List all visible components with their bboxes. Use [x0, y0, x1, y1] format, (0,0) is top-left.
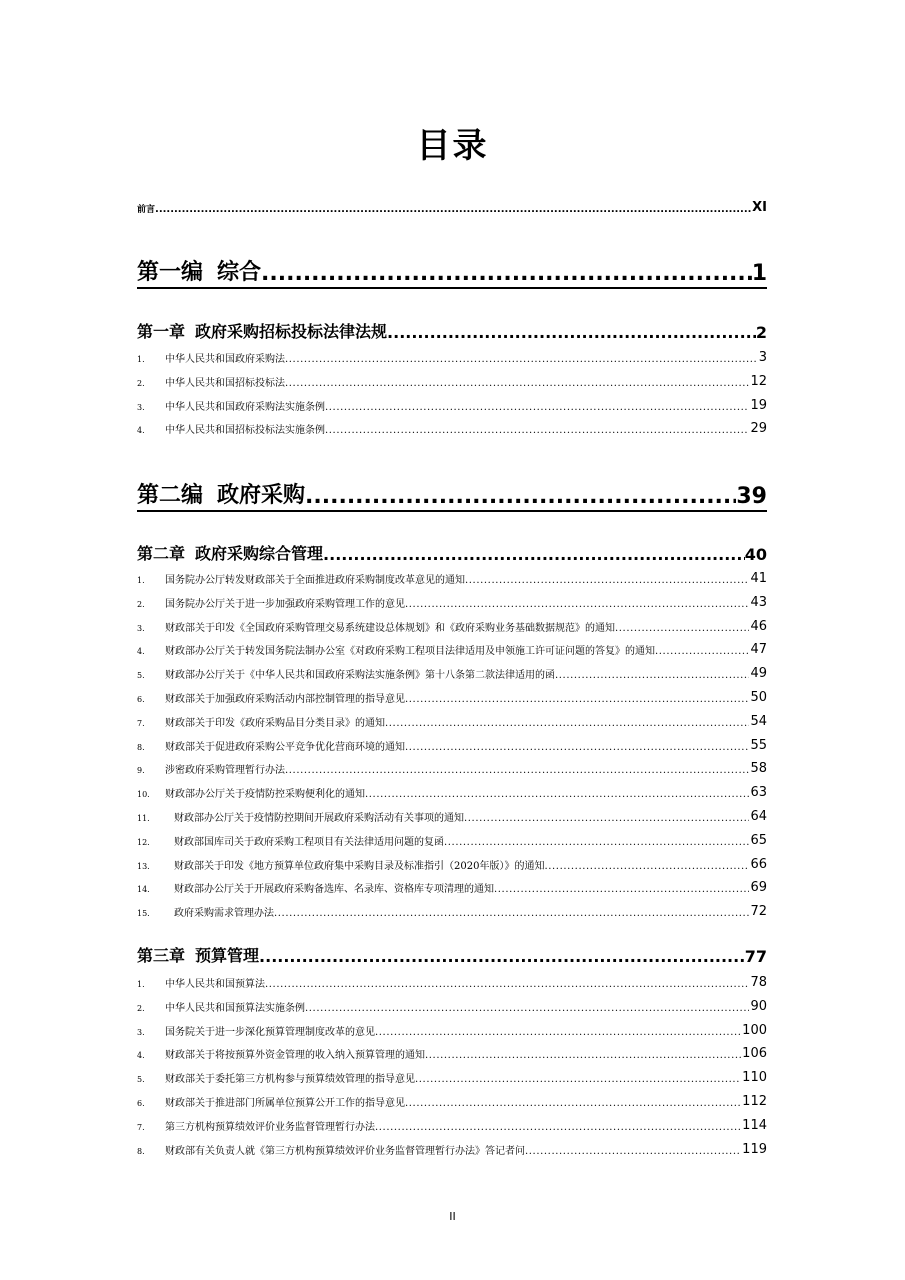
- toc-item[interactable]: [137, 590, 767, 610]
- page-number: 40: [744, 545, 767, 564]
- page-number: 55: [750, 738, 767, 753]
- leader-dots: [615, 623, 749, 634]
- page-number: 46: [750, 619, 767, 634]
- chapter-heading[interactable]: [137, 318, 767, 342]
- toc-item[interactable]: [137, 875, 767, 895]
- item-title: 财政部办公厅关于《中华人民共和国政府采购法实施条例》第十八条第二款法律适用的函: [165, 670, 555, 681]
- item-title: 财政部办公厅关于开展政府采购备选库、名录库、资格库专项清理的通知: [174, 884, 494, 895]
- page-number: 77: [744, 947, 767, 966]
- leader-dots: [425, 1050, 741, 1061]
- toc-item[interactable]: [137, 899, 767, 919]
- item-title: 财政部关于将按预算外资金管理的收入纳入预算管理的通知: [165, 1050, 425, 1061]
- toc-item[interactable]: [137, 1018, 767, 1038]
- item-title: 财政部办公厅关于转发国务院法制办公室《对政府采购工程项目法律适用及申领施工许可证问题的答复》的通知: [165, 646, 655, 657]
- leader-dots: [259, 947, 745, 966]
- item-title: 财政部关于委托第三方机构参与预算绩效管理的指导意见: [165, 1074, 415, 1085]
- leader-dots: [285, 378, 749, 389]
- leader-dots: [405, 1098, 741, 1109]
- leader-dots: [655, 646, 749, 657]
- toc-item[interactable]: [137, 1065, 767, 1085]
- item-title: 中华人民共和国政府采购法: [165, 354, 285, 365]
- toc-item-label: [137, 571, 465, 586]
- toc-item-label: [137, 975, 265, 990]
- item-number: 4.: [137, 426, 145, 435]
- toc-item[interactable]: [137, 345, 767, 365]
- toc-item-label: [137, 595, 405, 610]
- page-number: 54: [750, 714, 767, 729]
- page-number: 112: [742, 1094, 767, 1109]
- page-number: 39: [736, 484, 767, 509]
- leader-dots: [325, 402, 749, 413]
- item-number: 8.: [137, 743, 145, 752]
- page-number: 119: [742, 1142, 767, 1157]
- toc-item-label: [137, 619, 615, 634]
- leader-dots: [405, 742, 749, 753]
- leader-dots: [323, 545, 745, 564]
- item-number: 1.: [137, 980, 145, 989]
- item-number: 8.: [137, 1147, 145, 1156]
- part-label: 第二编: [137, 483, 204, 508]
- part-name: 综合: [217, 260, 262, 285]
- item-title: 财政部办公厅关于疫情防控采购便利化的通知: [165, 789, 365, 800]
- leader-dots: [387, 323, 756, 342]
- chapter-heading-label: [137, 541, 323, 564]
- toc-item-label: [137, 666, 555, 681]
- toc-item[interactable]: [137, 369, 767, 389]
- toc-item-label: [137, 642, 655, 657]
- item-title: 财政部有关负责人就《第三方机构预算绩效评价业务监督管理暂行办法》答记者问: [165, 1146, 525, 1157]
- item-title: 国务院关于进一步深化预算管理制度改革的意见: [165, 1027, 375, 1038]
- toc-item-label: [137, 785, 365, 800]
- page-number: 12: [750, 374, 767, 389]
- item-number: 11.: [137, 814, 150, 823]
- toc-item-label: [137, 1046, 425, 1061]
- item-title: 财政部关于促进政府采购公平竞争优化营商环境的通知: [165, 742, 405, 753]
- chapter-name: 政府采购招标投标法律法规: [195, 322, 388, 341]
- item-title: 财政部国库司关于政府采购工程项目有关法律适用问题的复函: [174, 837, 444, 848]
- chapter-heading[interactable]: [137, 540, 767, 564]
- chapter-heading-label: [137, 319, 387, 342]
- leader-dots: [464, 813, 749, 824]
- item-number: 3.: [137, 403, 145, 412]
- page-number-footer: II: [449, 1210, 456, 1223]
- part-heading-label: [137, 255, 261, 286]
- leader-dots: [415, 1074, 741, 1085]
- toc-item-label: [137, 1118, 375, 1133]
- page-number: 90: [750, 999, 767, 1014]
- item-title: 第三方机构预算绩效评价业务监督管理暂行办法: [165, 1122, 375, 1133]
- item-number: 2.: [137, 600, 145, 609]
- leader-dots: [375, 1122, 741, 1133]
- page-number: 43: [750, 595, 767, 610]
- toc-preface-label: [137, 202, 155, 215]
- toc-item-label: [137, 398, 325, 413]
- item-number: 6.: [137, 695, 145, 704]
- toc-preface[interactable]: [137, 195, 767, 215]
- toc-item[interactable]: [137, 804, 767, 824]
- toc-item[interactable]: [137, 756, 767, 776]
- toc-item-label: [137, 350, 285, 365]
- chapter-heading-label: [137, 943, 259, 966]
- part-heading[interactable]: [137, 252, 767, 289]
- chapter-label: 第一章: [137, 322, 186, 341]
- item-number: 13.: [137, 862, 150, 871]
- page-number: 41: [750, 571, 767, 586]
- toc-item[interactable]: [137, 994, 767, 1014]
- item-number: 1.: [137, 355, 145, 364]
- item-title: 财政部关于印发《地方预算单位政府集中采购目录及标准指引（2020年版）》的通知: [174, 861, 545, 872]
- toc-item-label: [137, 1142, 525, 1157]
- chapter-label: 第二章: [137, 544, 186, 563]
- toc-item-label: [137, 421, 325, 436]
- leader-dots: [525, 1146, 741, 1157]
- page-number: 1: [751, 261, 767, 286]
- toc-item[interactable]: [137, 852, 767, 872]
- toc-item[interactable]: [137, 828, 767, 848]
- toc-item[interactable]: [137, 1089, 767, 1109]
- item-number: 7.: [137, 1123, 145, 1132]
- item-number: 5.: [137, 671, 145, 680]
- toc-item[interactable]: [137, 416, 767, 436]
- page-number: 63: [750, 785, 767, 800]
- toc-item[interactable]: [137, 1113, 767, 1133]
- item-title: 政府采购需求管理办法: [174, 908, 274, 919]
- page-number: 110: [742, 1070, 767, 1085]
- item-title: 中华人民共和国政府采购法实施条例: [165, 402, 325, 413]
- item-title: 财政部关于印发《全国政府采购管理交易系统建设总体规划》和《政府采购业务基础数据规范》的通知: [165, 623, 615, 634]
- part-heading[interactable]: [137, 475, 767, 512]
- part-name: 政府采购: [217, 483, 306, 508]
- page-title: 目录: [416, 126, 489, 166]
- leader-dots: [285, 354, 758, 365]
- leader-dots: [405, 599, 749, 610]
- page-number: 66: [750, 857, 767, 872]
- page-number: XI: [752, 200, 767, 215]
- leader-dots: [305, 1003, 749, 1014]
- toc-item-label: [137, 1070, 415, 1085]
- leader-dots: [544, 861, 749, 872]
- item-number: 6.: [137, 1099, 145, 1108]
- preface-title: 前言: [137, 205, 156, 215]
- page-number: 78: [750, 975, 767, 990]
- item-number: 9.: [137, 766, 145, 775]
- item-number: 1.: [137, 576, 145, 585]
- item-title: 涉密政府采购管理暂行办法: [165, 765, 285, 776]
- item-number: 4.: [137, 647, 145, 656]
- item-number: 2.: [137, 379, 145, 388]
- page-number: 114: [742, 1118, 767, 1133]
- item-number: 14.: [137, 885, 150, 894]
- toc-item[interactable]: [137, 733, 767, 753]
- toc-item[interactable]: [137, 1137, 767, 1157]
- leader-dots: [444, 837, 749, 848]
- page-number: 49: [750, 666, 767, 681]
- toc-item-label: [137, 809, 464, 824]
- toc-item-label: [137, 999, 305, 1014]
- page-number: 3: [758, 350, 767, 365]
- toc-item-label: [137, 904, 274, 919]
- toc-item[interactable]: [137, 566, 767, 586]
- item-number: 5.: [137, 1075, 145, 1084]
- item-title: 中华人民共和国招标投标法: [165, 378, 285, 389]
- leader-dots: [261, 261, 752, 286]
- leader-dots: [405, 694, 749, 705]
- page-number: 69: [750, 880, 767, 895]
- item-number: 10.: [137, 790, 150, 799]
- item-title: 中华人民共和国预算法实施条例: [165, 1003, 305, 1014]
- item-number: 3.: [137, 1028, 145, 1037]
- toc-item[interactable]: [137, 1041, 767, 1061]
- chapter-heading[interactable]: [137, 942, 767, 966]
- toc-item-label: [137, 833, 444, 848]
- toc-item[interactable]: [137, 970, 767, 990]
- leader-dots: [555, 670, 749, 681]
- leader-dots: [494, 884, 749, 895]
- leader-dots: [285, 765, 749, 776]
- leader-dots: [325, 425, 749, 436]
- toc-item-label: [137, 690, 405, 705]
- part-label: 第一编: [137, 260, 204, 285]
- item-number: 15.: [137, 909, 150, 918]
- page-number: 47: [750, 642, 767, 657]
- item-title: 财政部关于印发《政府采购品目分类目录》的通知: [165, 718, 385, 729]
- toc-item[interactable]: [137, 780, 767, 800]
- item-title: 国务院办公厅转发财政部关于全面推进政府采购制度改革意见的通知: [165, 575, 465, 586]
- toc-item[interactable]: [137, 393, 767, 413]
- item-title: 财政部办公厅关于疫情防控期间开展政府采购活动有关事项的通知: [174, 813, 464, 824]
- leader-dots: [385, 718, 749, 729]
- page-number: 29: [750, 421, 767, 436]
- toc-item-label: [137, 1094, 405, 1109]
- page-number: 72: [750, 904, 767, 919]
- page-number: 100: [742, 1023, 767, 1038]
- toc-item-label: [137, 1023, 375, 1038]
- toc-item-label: [137, 880, 494, 895]
- page-number: 65: [750, 833, 767, 848]
- leader-dots: [305, 484, 736, 509]
- item-title: 国务院办公厅关于进一步加强政府采购管理工作的意见: [165, 599, 405, 610]
- page-number: 50: [750, 690, 767, 705]
- page-number: 64: [750, 809, 767, 824]
- leader-dots: [155, 204, 752, 215]
- item-number: 7.: [137, 719, 145, 728]
- leader-dots: [274, 908, 749, 919]
- item-title: 财政部关于推进部门所属单位预算公开工作的指导意见: [165, 1098, 405, 1109]
- item-number: 12.: [137, 838, 150, 847]
- toc-item-label: [137, 761, 285, 776]
- toc-item[interactable]: [137, 685, 767, 705]
- part-heading-label: [137, 478, 305, 509]
- chapter-name: 预算管理: [195, 946, 260, 965]
- toc-item-label: [137, 857, 544, 872]
- toc-item[interactable]: [137, 614, 767, 634]
- item-title: 中华人民共和国预算法: [165, 979, 265, 990]
- toc-item-label: [137, 738, 405, 753]
- item-number: 4.: [137, 1051, 145, 1060]
- toc-item[interactable]: [137, 637, 767, 657]
- leader-dots: [265, 979, 749, 990]
- toc-item-label: [137, 374, 285, 389]
- toc-item[interactable]: [137, 709, 767, 729]
- page-number: 58: [750, 761, 767, 776]
- leader-dots: [365, 789, 749, 800]
- page-number: 106: [742, 1046, 767, 1061]
- chapter-name: 政府采购综合管理: [195, 544, 324, 563]
- leader-dots: [465, 575, 749, 586]
- page-number: 2: [755, 323, 767, 342]
- item-title: 财政部关于加强政府采购活动内部控制管理的指导意见: [165, 694, 405, 705]
- item-title: 中华人民共和国招标投标法实施条例: [165, 425, 325, 436]
- toc-item[interactable]: [137, 661, 767, 681]
- toc-item-label: [137, 714, 385, 729]
- page-number: 19: [750, 398, 767, 413]
- item-number: 3.: [137, 624, 145, 633]
- chapter-label: 第三章: [137, 946, 186, 965]
- item-number: 2.: [137, 1004, 145, 1013]
- leader-dots: [375, 1027, 741, 1038]
